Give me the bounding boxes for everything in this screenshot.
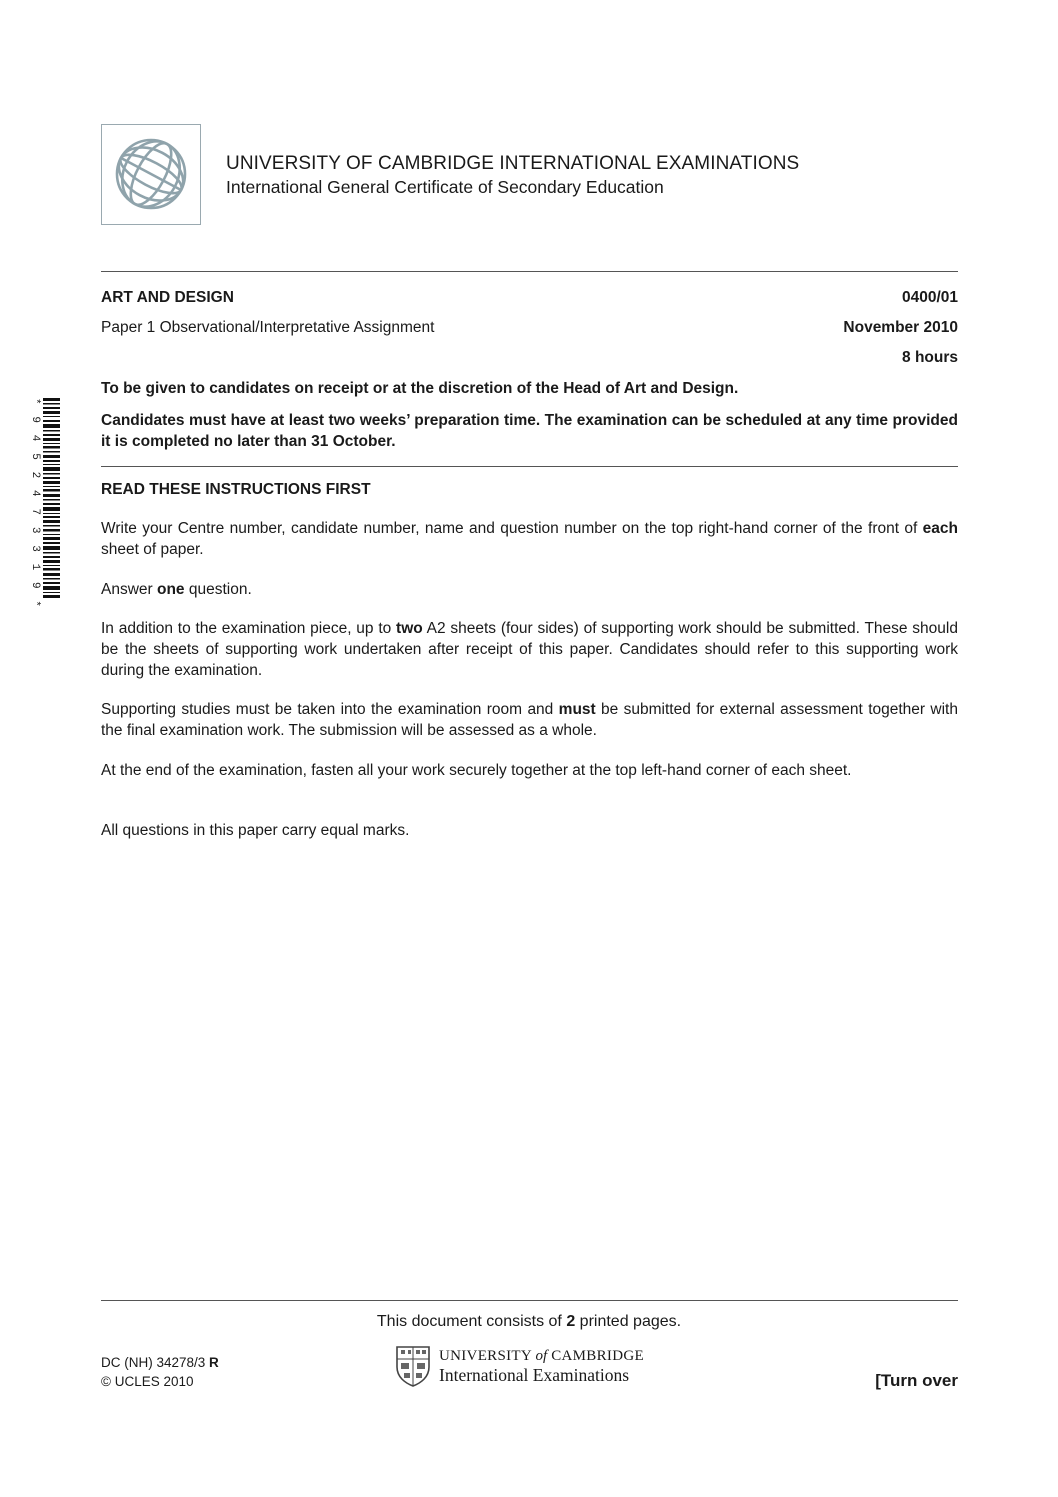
page-count: This document consists of 2 printed pages. (376, 1313, 682, 1330)
notice-distribution: To be given to candidates on receipt or at the discretion of the Head of Art and Design. (101, 380, 739, 397)
instructions-heading: READ THESE INSTRUCTIONS FIRST (101, 481, 371, 498)
candidate-barcode (43, 398, 60, 600)
barcode-digits (29, 398, 41, 610)
globe-logo (101, 124, 201, 225)
copyright: © UCLES 2010 (101, 1374, 194, 1389)
subject-title: ART AND DESIGN (101, 289, 234, 306)
exam-duration: 8 hours (902, 349, 958, 366)
divider (101, 466, 958, 467)
barcode-text: * 9 4 5 2 4 7 3 3 1 9 * (29, 398, 41, 610)
instruction-paragraph: Answer one question. (101, 581, 252, 598)
instruction-paragraph: In addition to the examination piece, up to two A2 sheets (four sides) of supporting work should be submitted. These should be the sheets of supporting work undertaken after receipt of this paper. Candidates should refer to this supporting work during the examination. (101, 620, 958, 679)
cambridge-name: UNIVERSITY of CAMBRIDGE (439, 1348, 644, 1364)
paper-code: 0400/01 (901, 289, 958, 306)
notice-preparation: Candidates must have at least two weeks’ preparation time. The examination can be scheduled at any time provided it is completed no later than 31 October. (101, 412, 958, 450)
globe-icon (110, 133, 192, 215)
university-crest-icon (395, 1345, 431, 1387)
org-title: UNIVERSITY OF CAMBRIDGE INTERNATIONAL EXAMINATIONS (226, 153, 800, 174)
instruction-paragraph: At the end of the examination, fasten all your work securely together at the top left-hand corner of each sheet. (101, 762, 852, 779)
paper-title: Paper 1 Observational/Interpretative Assignment (101, 319, 435, 336)
instruction-paragraph: All questions in this paper carry equal marks. (101, 822, 410, 839)
cambridge-subtitle: International Examinations (439, 1365, 630, 1385)
exam-session: November 2010 (843, 319, 958, 336)
instruction-paragraph: Write your Centre number, candidate number, name and question number on the top right-hand corner of the front of each sheet of paper. (101, 520, 958, 558)
org-subtitle: International General Certificate of Secondary Education (226, 177, 664, 197)
divider (101, 1300, 958, 1301)
divider (101, 271, 958, 272)
document-reference: DC (NH) 34278/3 R (101, 1355, 219, 1370)
turn-over: [Turn over (875, 1371, 958, 1390)
instruction-paragraph: Supporting studies must be taken into the examination room and must be submitted for external assessment together with the final examination work. The submission will be assessed as a whole. (101, 701, 958, 739)
